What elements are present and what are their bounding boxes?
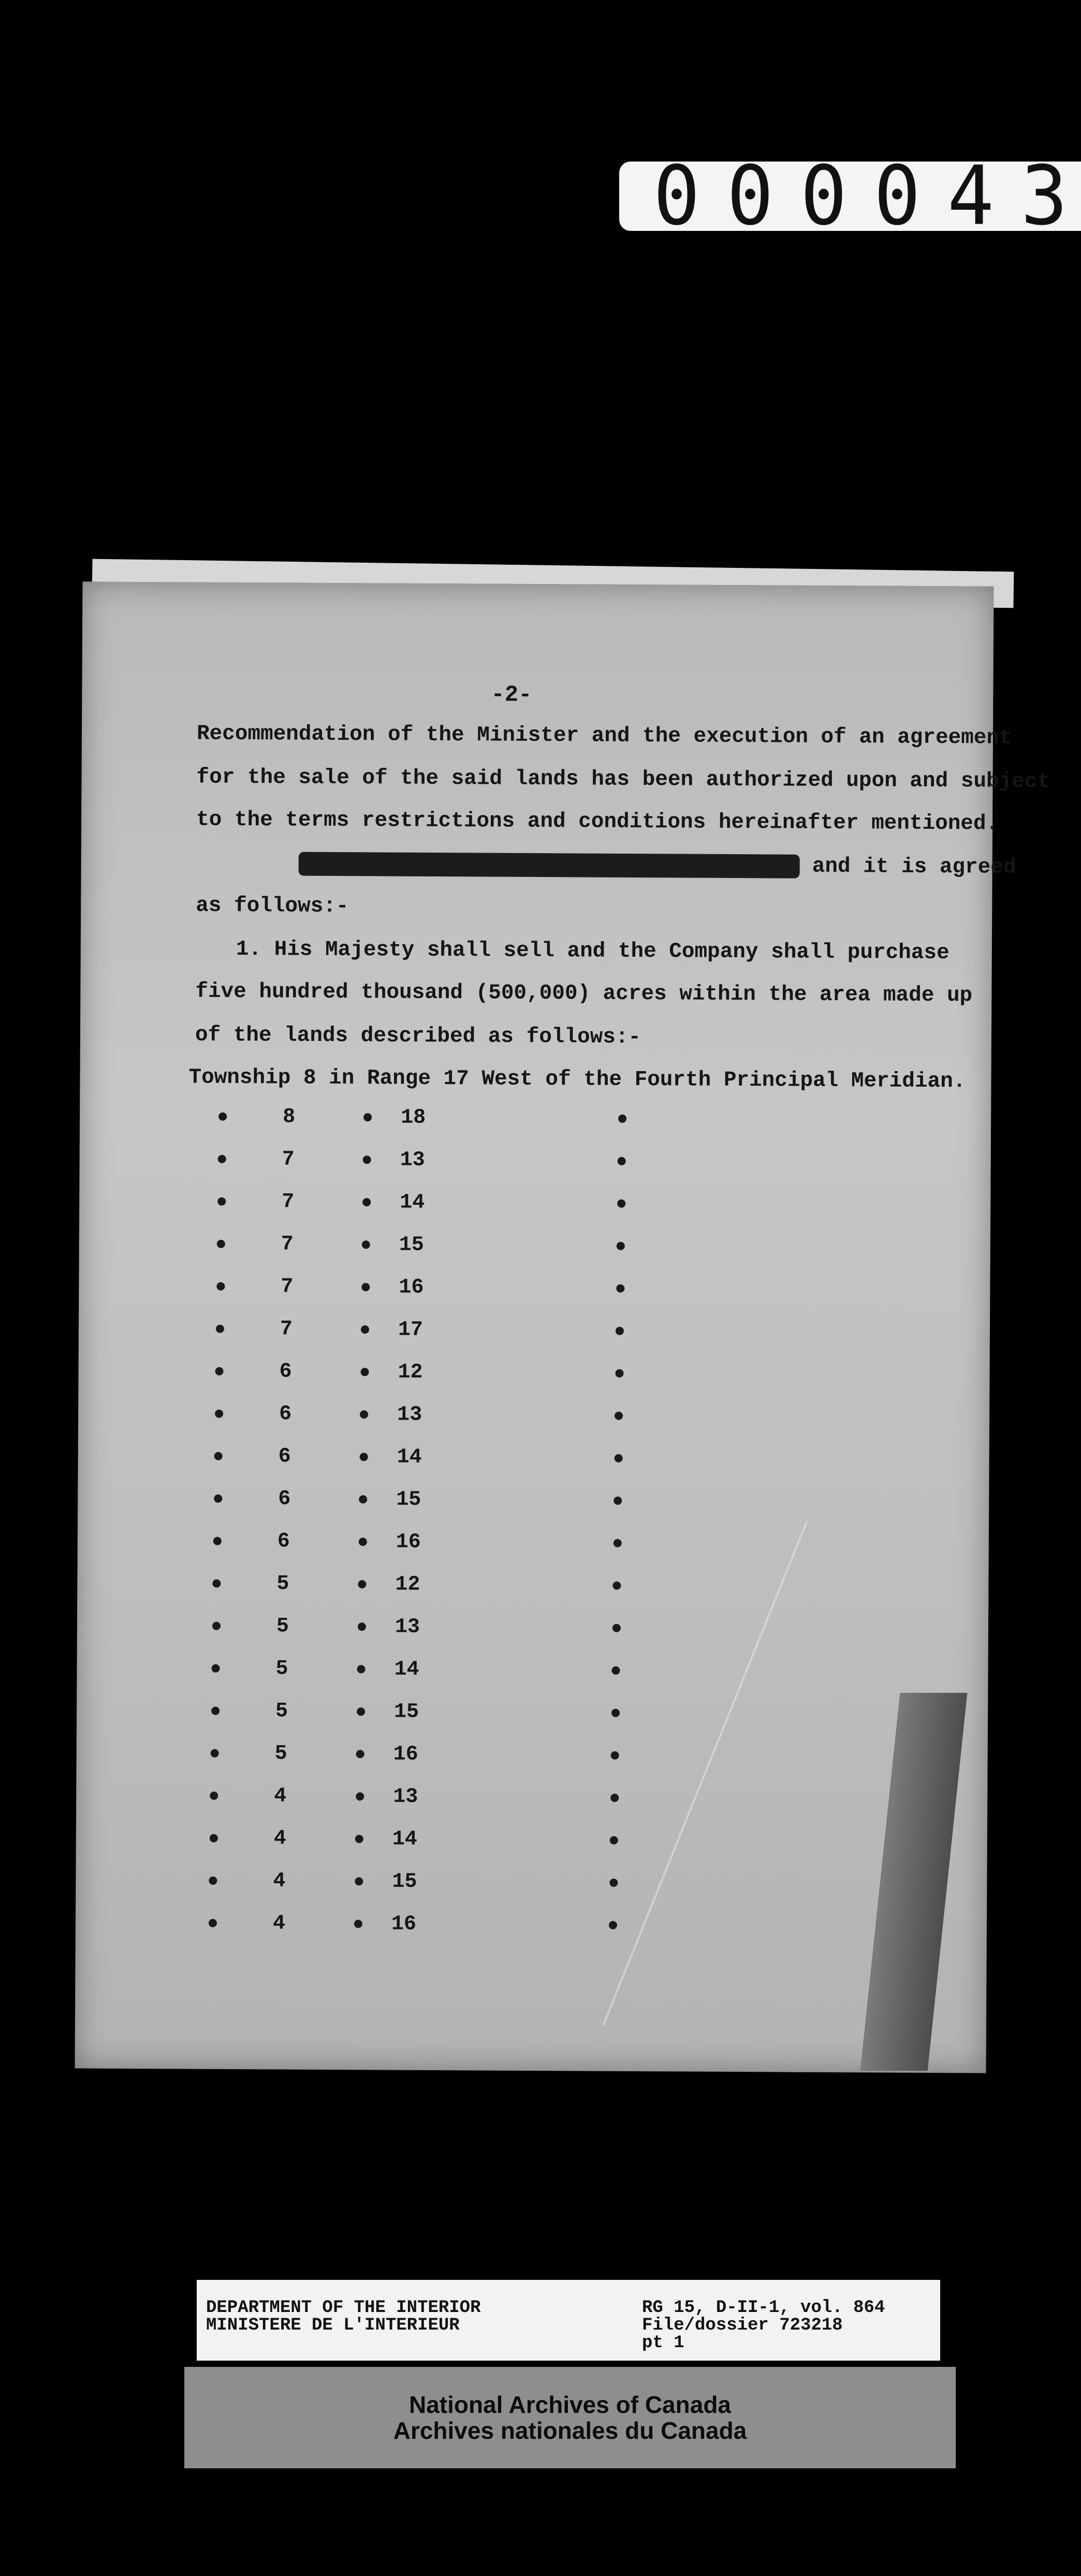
table-row [79, 1147, 990, 1193]
table-row [76, 1911, 987, 1957]
clause-text: His Majesty shall sell and the Company shall purchase [274, 938, 949, 965]
table-row [79, 1189, 990, 1235]
ditto-mark [216, 1282, 225, 1291]
record-group-ref: RG 15, D-II-1, vol. 864 [642, 2298, 885, 2318]
table-row [79, 1232, 990, 1278]
township-number: 4 [273, 1869, 286, 1893]
ditto-mark [617, 1199, 625, 1208]
range-number: 15 [392, 1870, 417, 1894]
range-number: 16 [396, 1530, 421, 1554]
range-number: 12 [398, 1360, 423, 1384]
range-number: 17 [398, 1318, 423, 1342]
part-number: pt 1 [642, 2333, 684, 2353]
ditto-mark [362, 1240, 370, 1249]
typed-text [75, 581, 1050, 2073]
ditto-mark [215, 1367, 224, 1375]
frame-digit: 3 [1020, 149, 1068, 244]
township-number: 8 [283, 1105, 296, 1129]
ditto-mark [358, 1622, 366, 1631]
body-line: to the terms restrictions and conditions hereinafter mentioned. [196, 808, 999, 836]
township-number: 7 [281, 1233, 294, 1256]
ditto-mark [615, 1412, 623, 1420]
ditto-mark [611, 1751, 619, 1760]
ditto-mark [214, 1495, 222, 1503]
township-number: 7 [282, 1148, 295, 1172]
table-row [76, 1741, 987, 1787]
range-number: 16 [399, 1276, 424, 1299]
range-number: 14 [394, 1658, 419, 1681]
ditto-mark [212, 1664, 220, 1673]
table-row [79, 1274, 990, 1320]
ditto-mark [612, 1582, 621, 1590]
witnesseth-after: and it is agreed [812, 854, 1016, 880]
ditto-mark [357, 1707, 365, 1716]
ditto-mark [361, 1283, 370, 1291]
ditto-mark [616, 1284, 624, 1293]
table-row [78, 1401, 989, 1447]
range-number: 14 [400, 1191, 425, 1214]
township-number: 4 [274, 1784, 287, 1808]
ditto-mark [356, 1750, 364, 1758]
ditto-mark [612, 1624, 621, 1632]
frame-digit: 0 [873, 149, 921, 244]
range-number: 13 [395, 1615, 420, 1639]
range-number: 14 [397, 1445, 422, 1469]
ditto-mark [360, 1453, 368, 1461]
township-number: 7 [280, 1318, 293, 1341]
range-number: 15 [393, 1700, 419, 1724]
township-number: 7 [282, 1190, 295, 1214]
township-number: 5 [275, 1700, 288, 1723]
table-row [76, 1783, 987, 1829]
ditto-mark [618, 1115, 626, 1123]
ditto-mark [217, 1240, 225, 1248]
ditto-mark [355, 1877, 363, 1885]
township-number: 6 [278, 1445, 291, 1469]
ditto-mark [361, 1368, 369, 1376]
range-number: 16 [391, 1912, 417, 1936]
ditto-mark [613, 1539, 622, 1547]
frame-digit: 0 [653, 149, 700, 244]
clause-number: 1. [236, 937, 262, 962]
ditto-mark [209, 1877, 217, 1885]
ditto-mark [618, 1157, 626, 1165]
township-number: 6 [278, 1487, 291, 1511]
clause-1-line-3: of the lands described as follows:- [195, 1023, 641, 1050]
department-fr: MINISTERE DE L'INTERIEUR [206, 2316, 460, 2335]
ditto-mark [354, 1920, 362, 1928]
ditto-mark [356, 1792, 364, 1801]
range-number: 12 [395, 1573, 420, 1597]
township-number: 5 [276, 1615, 289, 1638]
township-number: 4 [273, 1827, 286, 1851]
clause-1-line-1 [236, 938, 949, 965]
table-row [78, 1486, 989, 1532]
frame-digit: 0 [726, 149, 774, 244]
ditto-mark [210, 1834, 218, 1842]
body-line: for the sale of the said lands has been authorized upon and subject [196, 765, 1050, 794]
first-township-entry: Township 8 in Range 17 West of the Fourth Principal Meridian. [188, 1065, 966, 1094]
page-marker: -2- [491, 682, 532, 708]
archives-name-fr: Archives nationales du Canada [393, 2417, 747, 2444]
range-number: 18 [400, 1106, 426, 1130]
as-follows: as follows:- [196, 894, 349, 919]
ditto-mark [610, 1836, 618, 1845]
table-row [80, 1104, 991, 1150]
frame-digit: 4 [947, 149, 995, 244]
frame-digit: 0 [800, 149, 848, 244]
archives-name-en: National Archives of Canada [408, 2391, 731, 2418]
table-row [78, 1529, 989, 1575]
table-row [76, 1868, 987, 1914]
ditto-mark [611, 1709, 620, 1717]
archives-name-label [184, 2367, 956, 2468]
ditto-mark [218, 1113, 227, 1121]
ditto-mark [217, 1197, 226, 1206]
ditto-mark [617, 1242, 625, 1250]
ditto-mark [362, 1198, 371, 1206]
range-number: 15 [396, 1488, 421, 1512]
range-number: 13 [400, 1148, 425, 1172]
table-row [76, 1826, 987, 1872]
township-number: 4 [272, 1912, 286, 1936]
table-row [79, 1316, 990, 1363]
ditto-mark [212, 1622, 221, 1630]
clause-1-line-2: five hundred thousand (500,000) acres within the area made up [195, 979, 973, 1008]
ditto-mark [211, 1707, 220, 1715]
ditto-mark [361, 1325, 369, 1334]
ditto-mark [609, 1879, 618, 1887]
range-number: 14 [392, 1827, 417, 1851]
document-page [75, 581, 1050, 2073]
ditto-mark [363, 1155, 371, 1164]
ditto-mark [610, 1794, 619, 1802]
township-number: 5 [276, 1572, 289, 1596]
table-row [78, 1444, 989, 1490]
range-number: 13 [397, 1403, 422, 1427]
table-row [77, 1571, 988, 1617]
ditto-mark [359, 1495, 367, 1503]
ditto-mark [611, 1666, 620, 1675]
department-en: DEPARTMENT OF THE INTERIOR [206, 2298, 481, 2318]
township-number: 7 [281, 1275, 294, 1299]
township-number: 5 [274, 1742, 287, 1766]
file-dossier: File/dossier 723218 [642, 2316, 843, 2335]
ditto-mark [357, 1665, 365, 1673]
ditto-mark [214, 1452, 223, 1460]
ditto-mark [216, 1325, 224, 1333]
body-line: Recommendation of the Minister and the execution of an agreement [196, 722, 1012, 750]
ditto-mark [211, 1749, 219, 1758]
ditto-mark [355, 1835, 363, 1843]
ditto-mark [616, 1327, 624, 1335]
ditto-mark [360, 1410, 368, 1418]
ditto-mark [213, 1537, 222, 1545]
range-number: 16 [393, 1743, 418, 1766]
ditto-mark [210, 1792, 218, 1800]
witnesseth-line [299, 852, 1016, 880]
table-row [78, 1359, 989, 1405]
range-number: 13 [393, 1785, 418, 1809]
frame-number-stamp [619, 149, 1081, 244]
ditto-mark [218, 1155, 226, 1163]
township-number: 5 [275, 1657, 288, 1681]
township-number: 6 [279, 1360, 292, 1384]
township-number: 6 [277, 1530, 290, 1554]
ditto-mark [615, 1454, 623, 1462]
archive-reference-label [197, 2280, 940, 2361]
ditto-mark [609, 1921, 617, 1929]
table-row [77, 1656, 988, 1702]
ditto-mark [359, 1538, 367, 1546]
ditto-mark [615, 1369, 623, 1378]
ditto-mark [358, 1580, 366, 1588]
ditto-mark [613, 1497, 622, 1505]
table-row [77, 1699, 988, 1745]
table-row [77, 1614, 988, 1660]
township-number: 6 [279, 1402, 292, 1426]
ditto-mark [363, 1113, 372, 1121]
ditto-mark [212, 1579, 221, 1588]
redacted-heading [299, 852, 800, 879]
range-number: 15 [399, 1233, 424, 1257]
ditto-mark [209, 1919, 217, 1927]
ditto-mark [215, 1410, 223, 1418]
